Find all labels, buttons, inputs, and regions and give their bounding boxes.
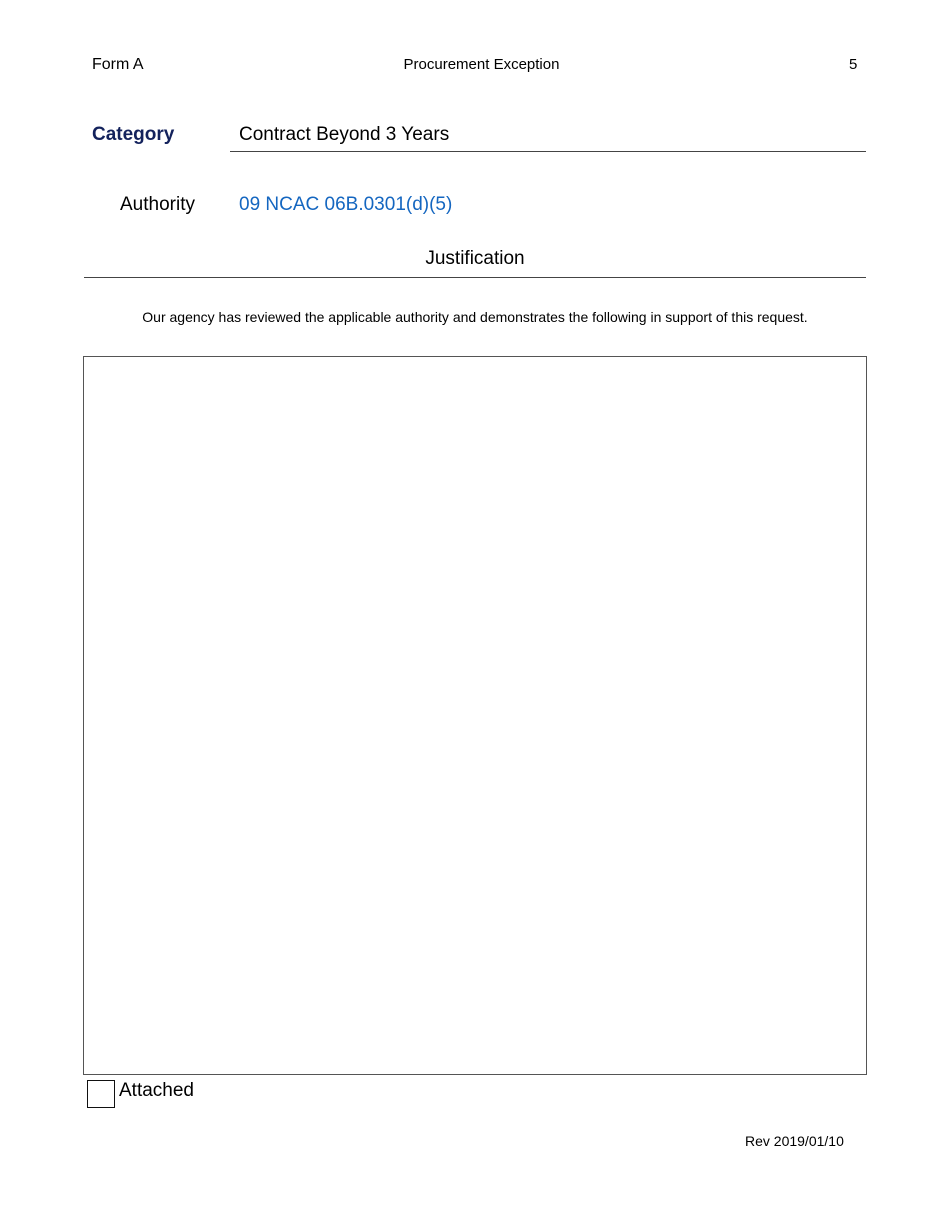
justification-heading: Justification xyxy=(84,248,866,278)
category-field[interactable] xyxy=(230,120,866,152)
attached-label: Attached xyxy=(119,1080,194,1101)
category-label: Category xyxy=(92,124,175,145)
authority-label: Authority xyxy=(120,194,195,215)
justification-text-area[interactable] xyxy=(83,356,867,1075)
page-number: 5 xyxy=(849,56,858,73)
authority-citation-link[interactable]: 09 NCAC 06B.0301(d)(5) xyxy=(239,194,453,215)
revision-date: Rev 2019/01/10 xyxy=(745,1133,844,1149)
category-value: Contract Beyond 3 Years xyxy=(239,124,450,145)
attached-checkbox[interactable] xyxy=(87,1080,115,1108)
justification-intro-text: Our agency has reviewed the applicable authority and demonstrates the following in support of this request. xyxy=(142,309,808,325)
form-label: Form A xyxy=(92,56,144,73)
form-title: Procurement Exception xyxy=(403,56,560,73)
